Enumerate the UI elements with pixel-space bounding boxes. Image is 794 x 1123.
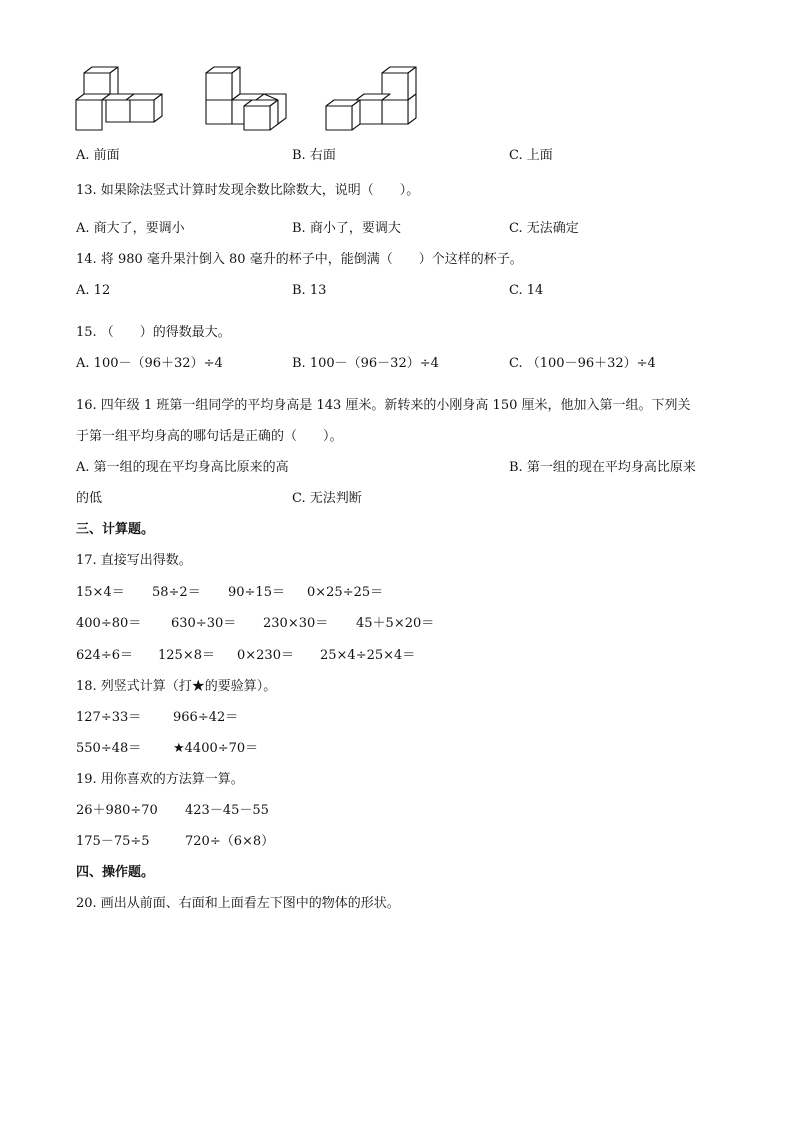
- q17-row1-item1: 15×4＝: [76, 585, 125, 600]
- q16-option-b-continuation: 的低: [76, 491, 103, 506]
- section4-heading: 四、操作题。: [76, 865, 155, 880]
- q17-row3-item2: 125×8＝: [158, 648, 215, 663]
- q17-row3-item1: 624÷6＝: [76, 648, 133, 663]
- q20-question: 20. 画出从前面、右面和上面看左下图中的物体的形状。: [76, 896, 400, 911]
- q18-title: 18. 列竖式计算（打★的要验算）。: [76, 679, 277, 694]
- q19-row1-item1: 26＋980÷70: [76, 803, 158, 818]
- q15-option-b[interactable]: B. 100－（96－32）÷4: [292, 356, 439, 371]
- q17-row1-item2: 58÷2＝: [152, 585, 201, 600]
- q13-question: 13. 如果除法竖式计算时发现余数比除数大，说明（ ）。: [76, 183, 420, 198]
- q18-row1-item1: 127÷33＝: [76, 710, 142, 725]
- q16-option-b[interactable]: B. 第一组的现在平均身高比原来: [509, 460, 696, 475]
- cube-figure-a: [74, 64, 174, 134]
- q17-row3-item3: 0×230＝: [237, 648, 294, 663]
- q16-question-line1: 16. 四年级 1 班第一组同学的平均身高是 143 厘米。新转来的小刚身高 150 厘米，他加入第一组。下列关: [76, 398, 691, 413]
- q14-option-a[interactable]: A. 12: [76, 283, 111, 298]
- q15-question: 15. （ ）的得数最大。: [76, 325, 231, 340]
- q12-option-a[interactable]: A. 前面: [76, 148, 120, 163]
- q18-row2-item2: ★4400÷70＝: [173, 741, 259, 756]
- q12-option-c[interactable]: C. 上面: [509, 148, 553, 163]
- q17-row2-item2: 630÷30＝: [171, 616, 237, 631]
- q19-row2-item2: 720÷（6×8）: [185, 834, 275, 849]
- q17-row2-item4: 45＋5×20＝: [356, 616, 435, 631]
- q15-option-a[interactable]: A. 100－（96＋32）÷4: [76, 356, 223, 371]
- q13-option-c[interactable]: C. 无法确定: [509, 221, 579, 236]
- q17-row1-item4: 0×25÷25＝: [307, 585, 384, 600]
- q18-row1-item2: 966÷42＝: [173, 710, 239, 725]
- q19-title: 19. 用你喜欢的方法算一算。: [76, 772, 244, 787]
- q19-row2-item1: 175－75÷5: [76, 834, 150, 849]
- q16-option-c[interactable]: C. 无法判断: [292, 491, 362, 506]
- q15-option-c[interactable]: C. （100－96＋32）÷4: [509, 356, 656, 371]
- q17-row2-item3: 230×30＝: [263, 616, 329, 631]
- section3-heading: 三、计算题。: [76, 522, 155, 537]
- q16-option-a[interactable]: A. 第一组的现在平均身高比原来的高: [76, 460, 289, 475]
- q14-question: 14. 将 980 毫升果汁倒入 80 毫升的杯子中，能倒满（ ）个这样的杯子。: [76, 252, 523, 267]
- q13-option-a[interactable]: A. 商大了，要调小: [76, 221, 185, 236]
- q13-option-b[interactable]: B. 商小了，要调大: [292, 221, 401, 236]
- q17-title: 17. 直接写出得数。: [76, 553, 192, 568]
- q14-option-c[interactable]: C. 14: [509, 283, 544, 298]
- cube-figure-b: [200, 64, 295, 134]
- q14-option-b[interactable]: B. 13: [292, 283, 327, 298]
- q17-row3-item4: 25×4÷25×4＝: [320, 648, 416, 663]
- q19-row1-item2: 423－45－55: [185, 803, 269, 818]
- q17-row2-item1: 400÷80＝: [76, 616, 142, 631]
- q12-option-b[interactable]: B. 右面: [292, 148, 336, 163]
- q16-question-line2: 于第一组平均身高的哪句话是正确的（ ）。: [76, 429, 343, 444]
- q17-row1-item3: 90÷15＝: [228, 585, 285, 600]
- q18-row2-item1: 550÷48＝: [76, 741, 142, 756]
- cube-figure-c: [322, 64, 422, 134]
